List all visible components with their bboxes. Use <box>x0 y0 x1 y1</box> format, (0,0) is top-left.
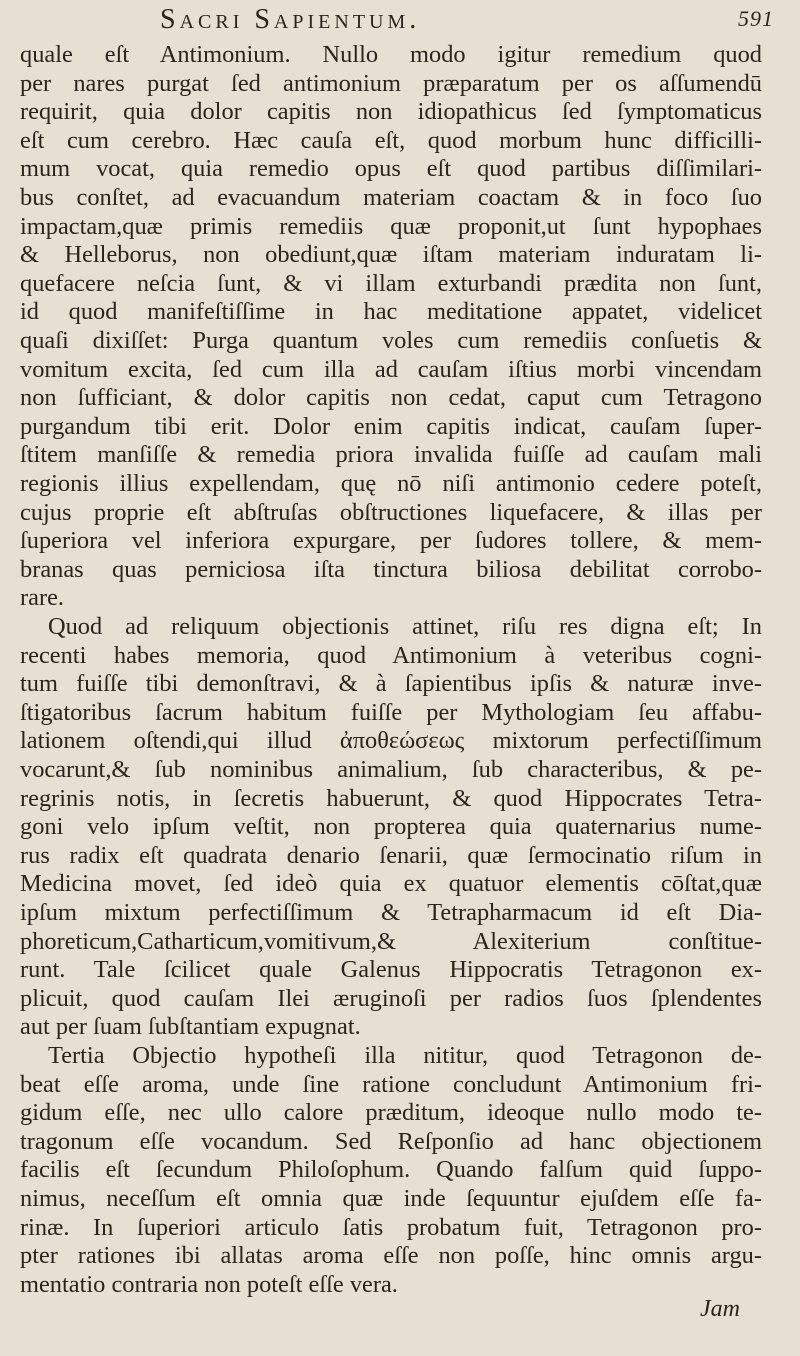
text-line: & Helleborus, non obediunt,quæ iſtam materiam induratam li- <box>20 241 762 269</box>
text-line: requirit, quia dolor capitis non idiopathicus ſed ſymptomaticus <box>20 98 762 126</box>
text-line: quefacere neſcia ſunt, & vi illam exturbandi prædita non ſunt, <box>20 269 762 297</box>
text-line: eſt cum cerebro. Hæc cauſa eſt, quod morbum hunc difficilli- <box>20 126 762 154</box>
text-line: rus radix eſt quadrata denario ſenarii, quæ ſermocinatio riſum in <box>20 841 762 869</box>
text-line: lationem oſtendi,qui illud ἀποθεώσεως mixtorum perfectiſſimum <box>20 727 762 755</box>
text-line: tragonum eſſe vocandum. Sed Reſponſio ad hanc objectionem <box>20 1127 762 1155</box>
text-line: recenti habes memoria, quod Antimonium à veteribus cogni- <box>20 641 762 669</box>
text-line: quaſi dixiſſet: Purga quantum voles cum remediis conſuetis & <box>20 327 762 354</box>
catchword: Jam <box>700 1296 740 1322</box>
text-line: Tertia Objectio hypotheſi illa nititur, quod Tetragonon de- <box>48 1042 762 1069</box>
text-line: rinæ. In ſuperiori articulo ſatis probatum fuit, Tetragonon pro- <box>20 1213 762 1241</box>
text-line: nimus, neceſſum eſt omnia quæ inde ſequuntur ejuſdem eſſe fa- <box>20 1185 762 1212</box>
text-line: rare. <box>20 584 64 612</box>
text-line: gidum eſſe, nec ullo calore præditum, ideoque nullo modo te- <box>20 1099 762 1127</box>
text-line: ſtigatoribus ſacrum habitum fuiſſe per Mythologiam ſeu affabu- <box>20 698 762 726</box>
text-line: regionis illius expellendam, quę nō niſi antimonio cedere poteſt, <box>20 470 762 497</box>
text-line: non ſufficiant, & dolor capitis non cedat, caput cum Tetragono <box>20 384 762 412</box>
text-line: beat eſſe aroma, unde ſine ratione concludunt Antimonium fri- <box>20 1070 762 1098</box>
text-line: vocarunt,& ſub nominibus animalium, ſub characteribus, & pe- <box>20 756 762 783</box>
text-line: vomitum excita, ſed cum illa ad cauſam iſtius morbi vincendam <box>20 355 762 383</box>
text-line: aut per ſuam ſubſtantiam expugnat. <box>20 1013 361 1041</box>
text-line: pter rationes ibi allatas aroma eſſe non poſſe, hinc omnis argu- <box>20 1242 762 1270</box>
text-line: tum fuiſſe tibi demonſtravi, & à ſapientibus ipſis & naturæ inve- <box>20 670 762 698</box>
text-line: per nares purgat ſed antimonium præparatum per os aſſumendū <box>20 69 762 97</box>
text-line: facilis eſt ſecundum Philoſophum. Quando falſum quid ſuppo- <box>20 1156 762 1184</box>
text-line: bus conſtet, ad evacuandum materiam coactam & in foco ſuo <box>20 184 762 211</box>
running-head <box>160 4 774 34</box>
text-line: quale eſt Antimonium. Nullo modo igitur remedium quod <box>20 41 762 68</box>
text-line: impactam,quæ primis remediis quæ proponit,ut ſunt hypophaes <box>20 212 762 240</box>
text-line: ſuperiora vel inferiora expurgare, per ſudores tollere, & mem- <box>20 527 762 555</box>
text-line: cujus proprie eſt abſtruſas obſtructiones liquefacere, & illas per <box>20 498 762 526</box>
text-line: id quod manifeſtiſſime in hac meditatione appatet, videlicet <box>20 298 762 326</box>
text-line: goni velo ipſum veſtit, non propterea quia quaternarius nume- <box>20 813 762 841</box>
text-line: ſtitem manſiſſe & remedia priora invalida fuiſſe ad cauſam mali <box>20 441 762 469</box>
running-head-title: Sacri Sapientum. <box>160 4 421 35</box>
text-line: mentatio contraria non poteſt eſſe vera. <box>20 1270 398 1298</box>
page-number: 591 <box>738 6 774 31</box>
text-line: phoreticum,Catharticum,vomitivum,& Alexiterium conſtitue- <box>20 927 762 955</box>
text-line: mum vocat, quia remedio opus eſt quod partibus diſſimilari- <box>20 155 762 183</box>
text-line: runt. Tale ſcilicet quale Galenus Hippocratis Tetragonon ex- <box>20 956 762 984</box>
text-line: ipſum mixtum perfectiſſimum & Tetrapharmacum id eſt Dia- <box>20 899 762 926</box>
text-line: purgandum tibi erit. Dolor enim capitis indicat, cauſam ſuper- <box>20 412 762 440</box>
text-line: regrinis notis, in ſecretis habuerunt, & quod Hippocrates Tetra- <box>20 784 762 812</box>
text-line: Quod ad reliquum objectionis attinet, riſu res digna eſt; In <box>48 613 762 640</box>
text-line: branas quas perniciosa iſta tinctura biliosa debilitat corrobo- <box>20 555 762 583</box>
text-line: Medicina movet, ſed ideò quia ex quatuor elementis cōſtat,quæ <box>20 870 762 898</box>
text-line: plicuit, quod cauſam Ilei æruginoſi per radios ſuos ſplendentes <box>20 984 762 1012</box>
